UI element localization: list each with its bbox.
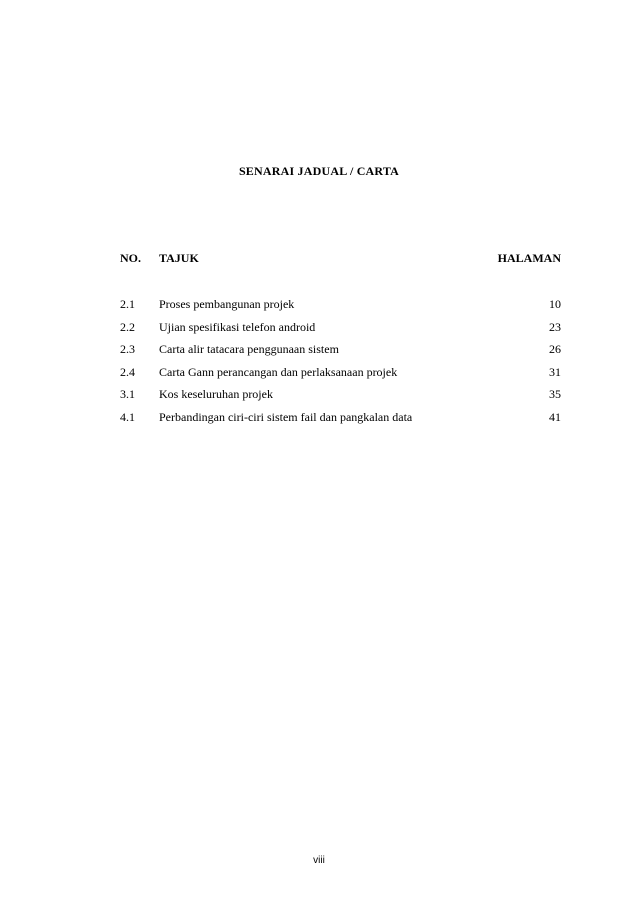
- entry-title: Kos keseluruhan projek: [159, 387, 273, 401]
- entry-page: 41: [549, 409, 561, 424]
- entry-page: 10: [549, 297, 561, 311]
- entry-title: Perbandingan ciri-ciri sistem fail dan pangkalan data: [159, 409, 413, 424]
- entry-number: 2.3: [120, 342, 135, 356]
- entry-page: 23: [549, 319, 561, 334]
- header-title: TAJUK: [159, 251, 199, 265]
- entry-number: 2.1: [120, 297, 135, 311]
- page-title: SENARAI JADUAL / CARTA: [238, 164, 400, 178]
- header-page: HALAMAN: [497, 251, 561, 265]
- entry-number: 2.2: [120, 319, 135, 334]
- entry-page: 26: [549, 342, 561, 356]
- entry-title: Carta Gann perancangan dan perlaksanaan projek: [159, 364, 398, 379]
- table-row: [120, 365, 561, 388]
- table-row: [120, 320, 561, 343]
- table-row: [120, 387, 561, 410]
- entry-number: 3.1: [120, 387, 135, 401]
- entry-page: 31: [549, 364, 561, 379]
- entry-page: 35: [549, 387, 561, 401]
- entry-number: 4.1: [120, 409, 135, 424]
- table-header: [120, 251, 561, 267]
- table-row: [120, 410, 561, 433]
- entry-title: Ujian spesifikasi telefon android: [159, 319, 316, 334]
- entry-number: 2.4: [120, 364, 135, 379]
- entry-title: Proses pembangunan projek: [159, 297, 295, 311]
- table-row: [120, 297, 561, 320]
- table-row: [120, 342, 561, 365]
- header-number: NO.: [120, 251, 141, 265]
- table-list: [120, 297, 561, 432]
- entry-title: Carta alir tatacara penggunaan sistem: [159, 342, 339, 356]
- page-number: viii: [313, 855, 325, 866]
